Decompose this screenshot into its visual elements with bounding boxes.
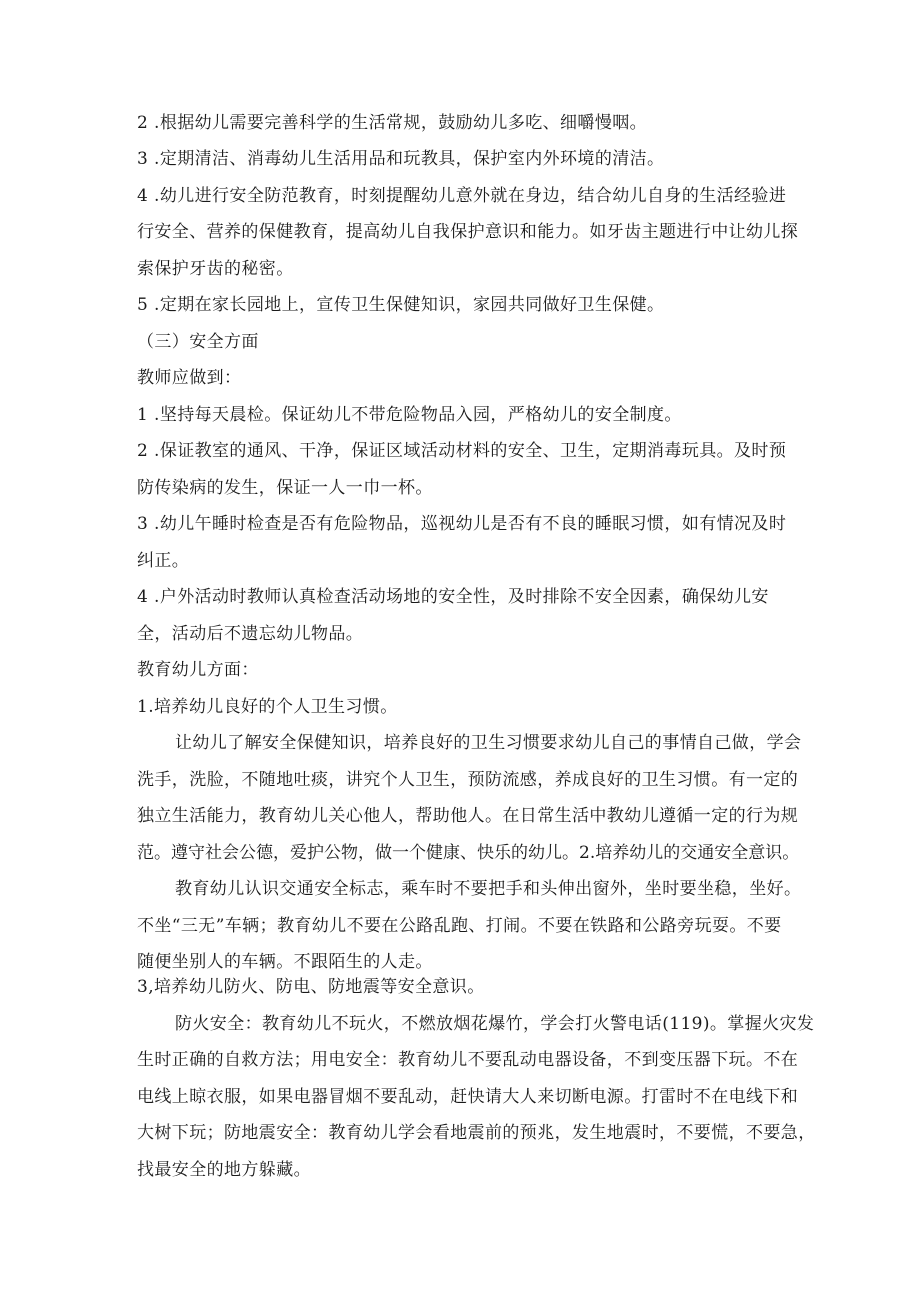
text-line: 1 .坚持每天晨检。保证幼儿不带危险物品入园，严格幼儿的安全制度。 (137, 405, 682, 425)
text-line: 4 .幼儿进行安全防范教育，时刻提醒幼儿意外就在身边，结合幼儿自身的生活经验进 (137, 186, 787, 206)
text-line: 电线上晾衣服，如果电器冒烟不要乱动，赶快请大人来切断电源。打雷时不在电线下和 (137, 1087, 799, 1107)
text-line: 4 .户外活动时教师认真检查活动场地的安全性，及时排除不安全因素，确保幼儿安 (137, 587, 769, 607)
text-line: 大树下玩；防地震安全：教育幼儿学会看地震前的预兆，发生地震时，不要慌，不要急， (137, 1123, 816, 1143)
text-line: 范。遵守社会公德，爱护公物，做一个健康、快乐的幼儿。2.培养幼儿的交通安全意识。 (137, 843, 800, 863)
section-heading: （三）安全方面 (137, 332, 259, 352)
subheading: 教育幼儿方面： (137, 660, 259, 680)
text-line: 生时正确的自救方法；用电安全：教育幼儿不要乱动电器设备，不到变压器下玩。不在 (137, 1050, 799, 1070)
text-line: 独立生活能力，教育幼儿关心他人，帮助他人。在日常生活中教幼儿遵循一定的行为规 (137, 806, 799, 826)
paragraph-first-line: 教育幼儿认识交通安全标志，乘车时不要把手和头伸出窗外，坐时要坐稳，坐好。 (175, 879, 802, 899)
text-line: 防传染病的发生，保证一人一巾一杯。 (137, 478, 433, 498)
list-heading: 3,培养幼儿防火、防电、防地震等安全意识。 (137, 977, 485, 997)
text-line: 全，活动后不遗忘幼儿物品。 (137, 624, 364, 644)
text-line: 纠正。 (137, 551, 190, 571)
text-line: 3 .定期清洁、消毒幼儿生活用品和玩教具，保护室内外环境的清洁。 (137, 149, 665, 169)
paragraph-first-line: 防火安全：教育幼儿不玩火，不燃放烟花爆竹，学会打火警电话(119)。掌握火灾发 (175, 1014, 815, 1034)
text-line: 2 .保证教室的通风、干净，保证区域活动材料的安全、卫生，定期消毒玩具。及时预 (137, 441, 787, 461)
text-line: 找最安全的地方躲藏。 (137, 1160, 311, 1180)
subheading: 教师应做到： (137, 368, 242, 388)
text-line: 5 .定期在家长园地上，宣传卫生保健知识，家园共同做好卫生保健。 (137, 295, 665, 315)
text-line: 3 .幼儿午睡时检查是否有危险物品，巡视幼儿是否有不良的睡眠习惯，如有情况及时 (137, 514, 787, 534)
list-heading: 1.培养幼儿良好的个人卫生习惯。 (137, 697, 398, 717)
text-line: 行安全、营养的保健教育，提高幼儿自我保护意识和能力。如牙齿主题进行中让幼儿探 (137, 222, 799, 242)
text-line: 随便坐别人的车辆。不跟陌生的人走。 (137, 952, 433, 972)
text-line: 索保护牙齿的秘密。 (137, 259, 294, 279)
text-line: 不坐“三无”车辆；教育幼儿不要在公路乱跑、打闹。不要在铁路和公路旁玩耍。不要 (137, 916, 782, 936)
text-line: 2 .根据幼儿需要完善科学的生活常规，鼓励幼儿多吃、细嚼慢咽。 (137, 113, 648, 133)
text-line: 洗手，洗脸，不随地吐痰，讲究个人卫生，预防流感，养成良好的卫生习惯。有一定的 (137, 770, 799, 790)
paragraph-first-line: 让幼儿了解安全保健知识，培养良好的卫生习惯要求幼儿自己的事情自己做，学会 (175, 733, 802, 753)
